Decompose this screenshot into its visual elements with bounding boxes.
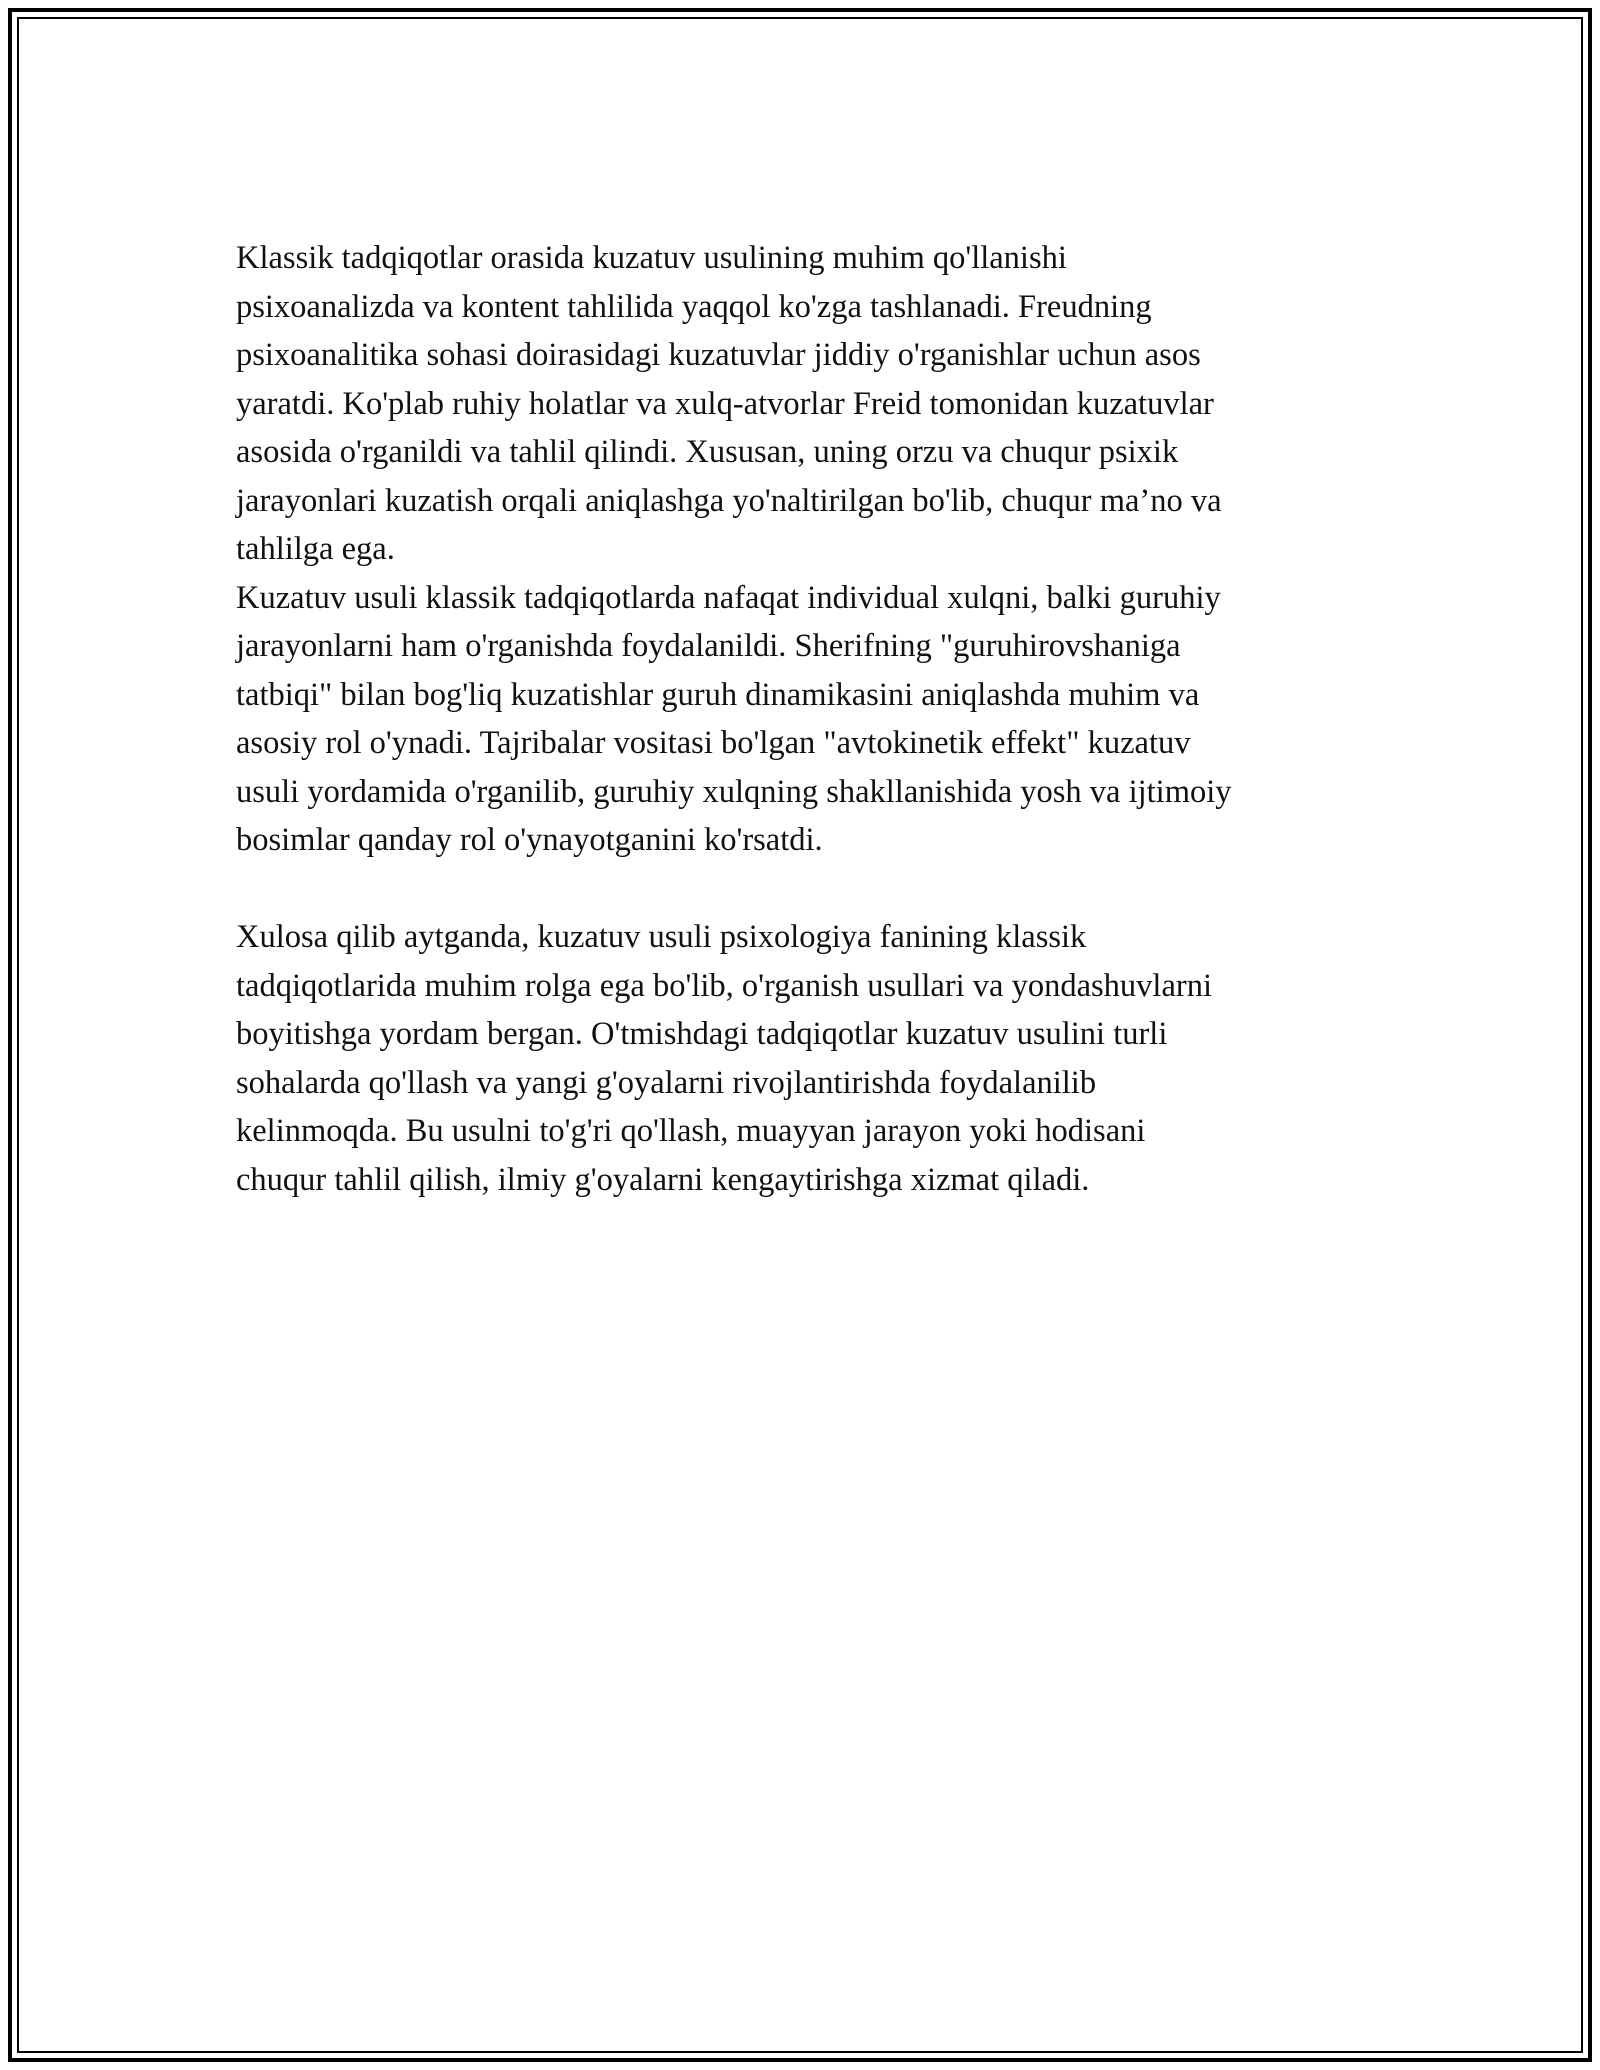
text-line: Xulosa qilib aytganda, kuzatuv usuli psixologiya fanining klassik: [236, 919, 1087, 955]
paragraph-2: [236, 574, 1366, 865]
text-line: asosida o'rganildi va tahlil qilindi. Xususan, uning orzu va chuqur psixik: [236, 434, 1179, 470]
text-line: chuqur tahlil qilish, ilmiy g'oyalarni kengaytirishga xizmat qiladi.: [236, 1161, 1090, 1198]
text-line: boyitishga yordam bergan. O'tmishdagi tadqiqotlar kuzatuv usulini turli: [236, 1016, 1168, 1052]
text-line: tatbiqi" bilan bog'liq kuzatishlar guruh dinamikasini aniqlashda muhim va: [236, 676, 1200, 713]
text-line: asosiy rol o'ynadi. Tajribalar vositasi bo'lgan "avtokinetik effekt" kuzatuv: [236, 725, 1191, 761]
text-line: tadqiqotlarida muhim rolga ega bo'lib, o'rganish usullari va yondashuvlarni: [236, 967, 1212, 1004]
paragraph-1: [236, 234, 1366, 574]
text-line: yaratdi. Ko'plab ruhiy holatlar va xulq-atvorlar Freid tomonidan kuzatuvlar: [236, 385, 1214, 422]
paragraph-3: [236, 913, 1366, 1204]
text-line: kelinmoqda. Bu usulni to'g'ri qo'llash, muayyan jarayon yoki hodisani: [236, 1113, 1146, 1149]
text-line: psixoanalitika sohasi doirasidagi kuzatuvlar jiddiy o'rganishlar uchun asos: [236, 337, 1201, 373]
text-line: usuli yordamida o'rganilib, guruhiy xulqning shakllanishida yosh va ijtimoiy: [236, 773, 1232, 810]
text-line: tahlilga ega.: [236, 531, 395, 567]
text-line: sohalarda qo'llash va yangi g'oyalarni rivojlantirishda foydalanilib: [236, 1064, 1097, 1101]
text-line: Klassik tadqiqotlar orasida kuzatuv usulining muhim qo'llanishi: [236, 240, 1067, 276]
text-line: bosimlar qanday rol o'ynayotganini ko'rsatdi.: [236, 822, 823, 858]
text-line: psixoanalizda va kontent tahlilida yaqqol ko'zga tashlanadi. Freudning: [236, 288, 1152, 325]
text-line: Kuzatuv usuli klassik tadqiqotlarda nafaqat individual xulqni, balki guruhiy: [236, 579, 1221, 616]
text-line: jarayonlarni ham o'rganishda foydalanildi. Sherifning "guruhirovshaniga: [236, 628, 1181, 664]
paragraph-spacer: [236, 865, 1366, 914]
document-body: [236, 234, 1366, 1204]
text-line: jarayonlari kuzatish orqali aniqlashga yo'naltirilgan bo'lib, chuqur ma’no va: [236, 482, 1222, 519]
